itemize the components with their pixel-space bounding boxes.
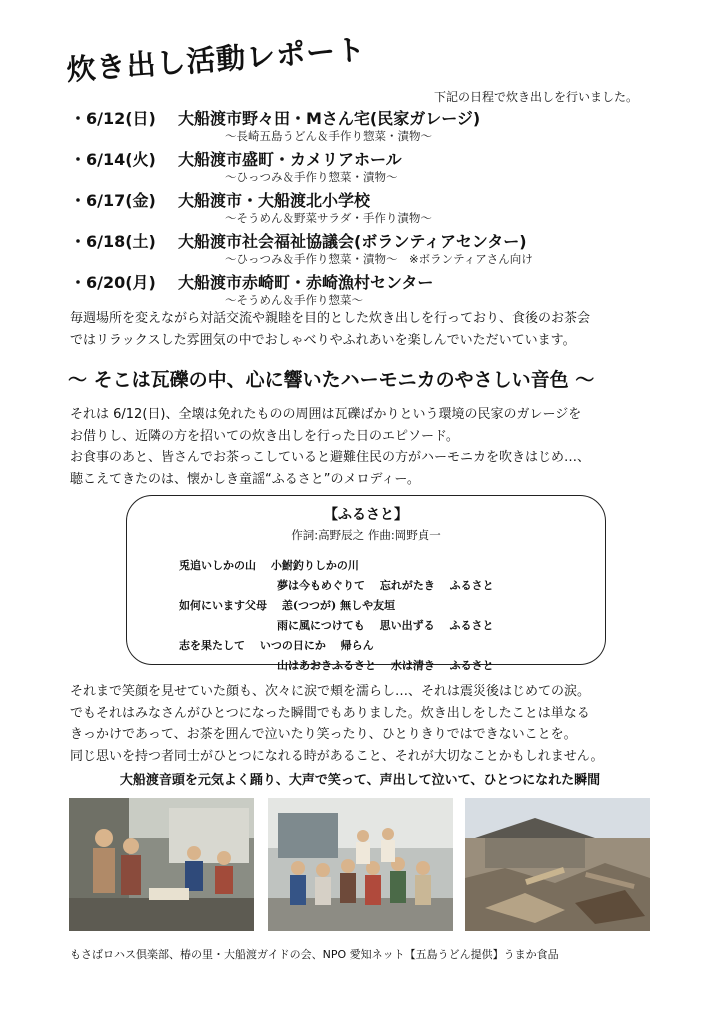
schedule-place: 大船渡市社会福祉協議会(ボランティアセンター) <box>178 231 527 251</box>
schedule-menu: ～ひっつみ＆手作り惣菜・漬物～ <box>225 170 398 184</box>
schedule-place: 大船渡市赤崎町・赤崎漁村センター <box>178 272 434 292</box>
photo-caption: 大船渡音頭を元気よく踊り、大声で笑って、声出して泣いて、ひとつになれた瞬間 <box>119 773 601 788</box>
song-title: 【ふるさと】 <box>324 507 408 523</box>
schedule-menu: ～そうめん＆野菜サラダ・手作り漬物～ <box>225 211 432 225</box>
text-line: でもそれはみなさんがひとつになった瞬間でもありました。炊き出しをしたことは単なる <box>70 705 590 721</box>
text-line: お食事のあと、皆さんでお茶っこしていると避難住民の方がハーモニカを吹きはじめ…、 <box>70 450 591 465</box>
schedule-date: ・6/20(月) <box>70 272 156 292</box>
lyrics <box>179 556 579 676</box>
photo-rubble <box>465 798 650 931</box>
text-line: きっかけであって、お茶を囲んで泣いたり笑ったり、ひとりきりではできないことを。 <box>70 727 577 742</box>
summary-paragraph <box>70 308 670 352</box>
schedule-menu: ～長崎五島うどん＆手作り惣菜・漬物～ <box>225 129 432 143</box>
song-lyrics-box <box>126 495 606 672</box>
schedule-place: 大船渡市・大船渡北小学校 <box>178 190 371 210</box>
text-line: ではリラックスした雰囲気の中でおしゃべりやふれあいを楽しんでいただいています。 <box>70 333 576 348</box>
text-line: お借りし、近隣の方を招いての炊き出しを行った日のエピソード。 <box>70 428 459 444</box>
photo-garage-gathering <box>69 798 254 931</box>
lyric-line: 山はあおきふるさと 水は清き ふるさと <box>277 659 494 672</box>
schedule-item <box>70 188 670 229</box>
schedule-date: ・6/12(日) <box>70 108 156 128</box>
song-credit: 作詞:高野辰之 作曲:岡野貞一 <box>291 528 441 542</box>
intro-text: 下記の日程で炊き出しを行いました。 <box>433 90 638 104</box>
page-title: 炊き出し活動レポート <box>65 32 368 88</box>
text-line: それまで笑顔を見せていた顔も、次々に涙で頬を濡らし…、それは震災後はじめての涙。 <box>70 684 591 699</box>
schedule-date: ・6/17(金) <box>70 190 156 210</box>
episode-paragraph <box>70 404 670 490</box>
schedule-menu: ～そうめん＆手作り惣菜～ <box>225 293 363 307</box>
schedule-list <box>70 106 670 311</box>
closing-paragraph <box>70 681 670 767</box>
text-line: それは 6/12(日)、全壊は免れたものの周囲は瓦礫ばかりという環境の民家のガレージを <box>70 407 582 422</box>
lyric-line: 雨に風につけても 思い出ずる ふるさと <box>277 619 494 632</box>
schedule-item <box>70 270 670 311</box>
photo-group <box>268 798 453 931</box>
schedule-item <box>70 229 670 270</box>
lyric-line: 如何にいます父母 恙(つつが) 無しや友垣 <box>179 599 396 612</box>
text-line: 聴こえてきたのは、懐かしき童謡“ふるさと”のメロディー。 <box>70 471 420 487</box>
credits: もさばロハス倶楽部、椿の里・大船渡ガイドの会、NPO 愛知ネット【五島うどん提供】うまか食品 <box>70 948 559 961</box>
lyric-line: 夢は今もめぐりて 忘れがたき ふるさと <box>277 579 494 592</box>
schedule-date: ・6/18(土) <box>70 231 156 251</box>
section-heading: ～ そこは瓦礫の中、心に響いたハーモニカのやさしい音色 ～ <box>68 369 595 391</box>
text-line: 毎週場所を変えながら対話交流や親睦を目的とした炊き出しを行っており、食後のお茶会 <box>70 311 591 326</box>
schedule-item <box>70 147 670 188</box>
schedule-place: 大船渡市盛町・カメリアホール <box>178 149 402 169</box>
text-line: 同じ思いを持つ者同士がひとつになれる時があること、それが大切なことかもしれません。 <box>70 748 604 764</box>
schedule-menu: ～ひっつみ＆手作り惣菜・漬物～ ※ボランティアさん向け <box>225 252 533 266</box>
schedule-place: 大船渡市野々田・Mさん宅(民家ガレージ) <box>178 108 481 128</box>
schedule-item <box>70 106 670 147</box>
lyric-line: 兎追いしかの山 小鮒釣りしかの川 <box>179 559 359 572</box>
schedule-date: ・6/14(火) <box>70 149 156 169</box>
lyric-line: 志を果たして いつの日にか 帰らん <box>179 639 374 652</box>
